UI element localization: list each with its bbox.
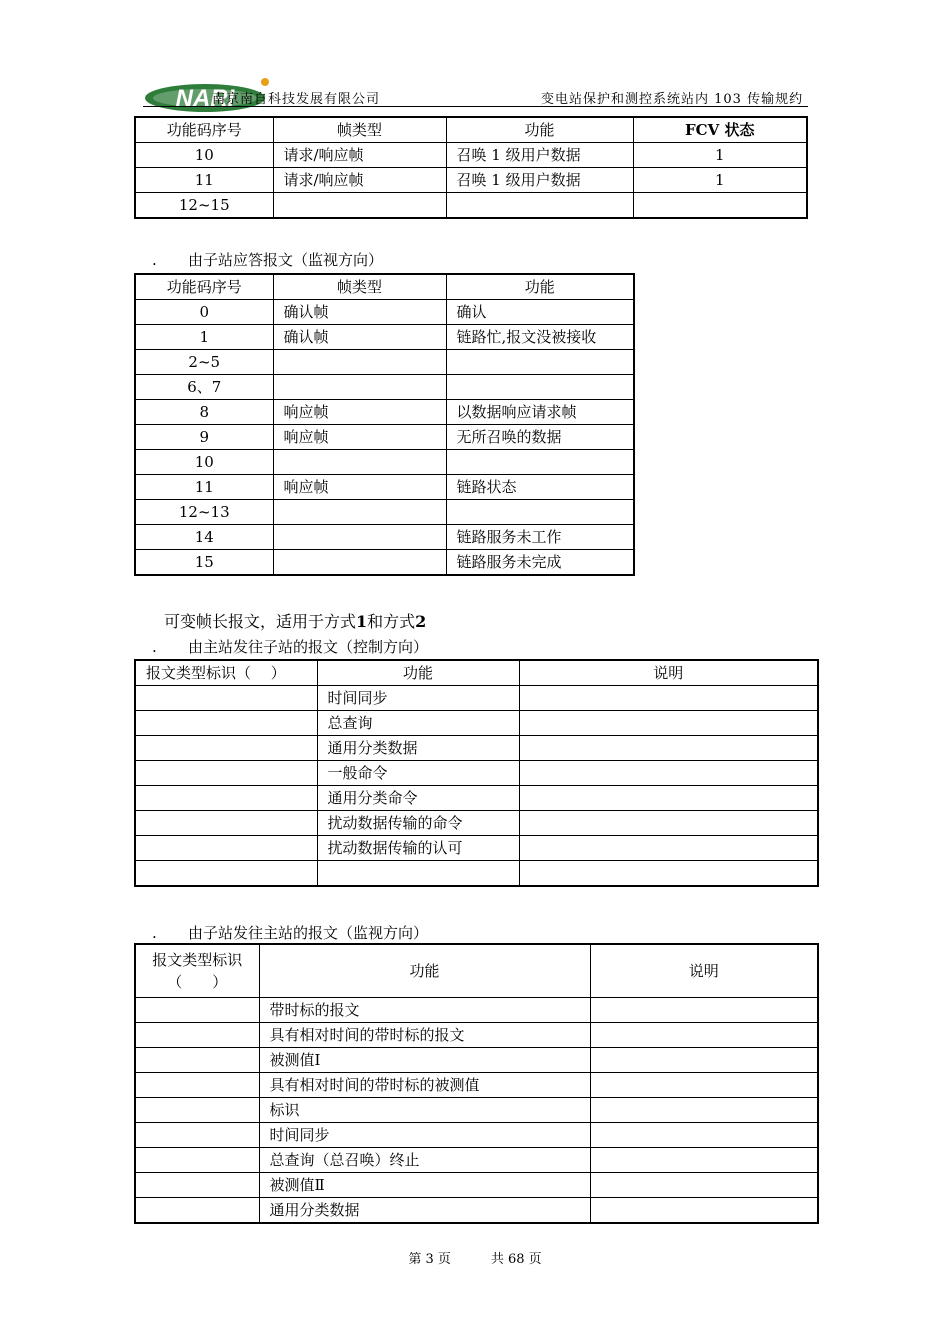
table-cell <box>446 500 634 525</box>
table-cell: 无所召唤的数据 <box>446 425 634 450</box>
table-cell <box>135 711 317 736</box>
table-cell <box>633 193 807 219</box>
table-cell: 召唤 1 级用户数据 <box>446 143 633 168</box>
table-cell: 一般命令 <box>317 761 519 786</box>
table-row <box>135 350 634 375</box>
table-cell <box>135 761 317 786</box>
table-cell <box>519 761 818 786</box>
table-cell <box>273 450 446 475</box>
table-cell: 12~15 <box>135 193 273 219</box>
table-cell: 扰动数据传输的命令 <box>317 811 519 836</box>
table-cell <box>135 1148 259 1173</box>
document-title: 变电站保护和测控系统站内 103 传输规约 <box>541 92 804 107</box>
table-row <box>135 168 807 193</box>
section-caption <box>152 249 383 270</box>
table-header-row <box>135 274 634 300</box>
table-cell: 召唤 1 级用户数据 <box>446 168 633 193</box>
table-row <box>135 500 634 525</box>
table-row <box>135 998 818 1023</box>
table-cell: 8 <box>135 400 273 425</box>
header-cell: 功能码序号 <box>135 274 273 300</box>
table-cell: 15 <box>135 550 273 576</box>
table-cell <box>590 1173 818 1198</box>
header-cell: 功能 <box>446 274 634 300</box>
table-cell <box>135 1123 259 1148</box>
table-cell <box>519 861 818 887</box>
table-cell <box>590 1148 818 1173</box>
table-cell: 具有相对时间的带时标的被测值 <box>259 1073 590 1098</box>
header-cell: 帧类型 <box>273 274 446 300</box>
table-cell: 1 <box>633 143 807 168</box>
table-cell: 10 <box>135 143 273 168</box>
caption-text: 由主站发往子站的报文（控制方向） <box>188 638 429 656</box>
header-rule <box>143 106 808 107</box>
table-row <box>135 450 634 475</box>
table-cell <box>135 1023 259 1048</box>
table-cell <box>519 811 818 836</box>
header-cell: 报文类型标识（ ） <box>135 660 317 686</box>
header-cell-line: （ ） <box>167 973 228 991</box>
table-cell: 通用分类数据 <box>259 1198 590 1224</box>
table-cell <box>135 786 317 811</box>
table-row <box>135 711 818 736</box>
table-row <box>135 736 818 761</box>
table-cell <box>590 1023 818 1048</box>
table-cell <box>273 350 446 375</box>
table-cell: 被测值Ⅱ <box>259 1173 590 1198</box>
table-cell <box>519 736 818 761</box>
caption-bullet: . <box>152 638 157 656</box>
table-header-row <box>135 944 818 998</box>
table-cell <box>519 836 818 861</box>
section-title-number: 2 <box>415 612 427 631</box>
table-row <box>135 761 818 786</box>
table-cell: 时间同步 <box>317 686 519 711</box>
table-cell <box>135 686 317 711</box>
table-cell: 14 <box>135 525 273 550</box>
table-cell <box>590 1048 818 1073</box>
table-cell: 具有相对时间的带时标的报文 <box>259 1023 590 1048</box>
table-cell: 以数据响应请求帧 <box>446 400 634 425</box>
table-cell <box>135 736 317 761</box>
table-row <box>135 400 634 425</box>
page-total: 共 68 页 <box>490 1252 542 1267</box>
logo-text: NARI <box>175 85 235 112</box>
table-cell <box>519 711 818 736</box>
table-cell: 11 <box>135 168 273 193</box>
table-cell <box>590 1198 818 1224</box>
caption-text: 由子站发往主站的报文（监视方向） <box>188 924 429 942</box>
table-cell <box>135 1198 259 1224</box>
header-cell: 功能 <box>446 117 633 143</box>
page-footer <box>0 1248 950 1267</box>
table-row <box>135 811 818 836</box>
table-cell <box>590 1123 818 1148</box>
table-cell: 确认帧 <box>273 300 446 325</box>
table-cell: 通用分类数据 <box>317 736 519 761</box>
table-row <box>135 1123 818 1148</box>
table-cell: 带时标的报文 <box>259 998 590 1023</box>
table-row <box>135 786 818 811</box>
header-cell <box>135 944 259 998</box>
table-cell <box>273 375 446 400</box>
table-cell: 10 <box>135 450 273 475</box>
asdu-table-monitor <box>134 943 819 1224</box>
table-cell <box>446 450 634 475</box>
table-cell <box>135 836 317 861</box>
caption-bullet: . <box>152 924 157 942</box>
function-code-table-monitor <box>134 273 635 576</box>
table-cell: 链路服务未完成 <box>446 550 634 576</box>
section-title <box>164 609 426 632</box>
table-row <box>135 475 634 500</box>
table-row <box>135 1098 818 1123</box>
table-cell: 链路状态 <box>446 475 634 500</box>
section-title-number: 1 <box>356 612 368 631</box>
table-cell: 总查询（总召唤）终止 <box>259 1148 590 1173</box>
table-cell <box>135 1098 259 1123</box>
table-cell: 9 <box>135 425 273 450</box>
table-row <box>135 143 807 168</box>
table-row <box>135 1148 818 1173</box>
table-cell: 确认帧 <box>273 325 446 350</box>
table-cell <box>590 998 818 1023</box>
table-row <box>135 1023 818 1048</box>
table-row <box>135 1048 818 1073</box>
table-cell <box>519 686 818 711</box>
function-code-table-control <box>134 116 808 219</box>
table-cell <box>135 1073 259 1098</box>
section-title-text: 和方式 <box>367 612 416 631</box>
company-name: 南京南自科技发展有限公司 <box>212 92 381 107</box>
table-cell <box>135 1048 259 1073</box>
table-cell: 响应帧 <box>273 425 446 450</box>
table-cell <box>273 550 446 576</box>
section-caption <box>152 922 428 943</box>
header-cell: 功能 <box>317 660 519 686</box>
table-cell <box>446 350 634 375</box>
section-title-text: 可变帧长报文，适用于方式 <box>164 612 357 631</box>
header-cell: FCV 状态 <box>633 117 807 143</box>
table-cell: 请求/响应帧 <box>273 143 446 168</box>
table-cell: 链路忙,报文没被接收 <box>446 325 634 350</box>
table-cell: 标识 <box>259 1098 590 1123</box>
table-cell <box>135 811 317 836</box>
header-cell-line: 报文类型标识 <box>152 951 243 969</box>
caption-text: 由子站应答报文（监视方向） <box>188 251 384 269</box>
table-cell: 扰动数据传输的认可 <box>317 836 519 861</box>
table-cell <box>273 500 446 525</box>
table-cell <box>273 525 446 550</box>
table-row <box>135 861 818 887</box>
table-cell <box>446 375 634 400</box>
table-row <box>135 1198 818 1224</box>
header-cell: 帧类型 <box>273 117 446 143</box>
section-caption <box>152 636 428 657</box>
table-header-row <box>135 117 807 143</box>
table-header-row <box>135 660 818 686</box>
header-cell: 说明 <box>590 944 818 998</box>
table-row <box>135 686 818 711</box>
table-row <box>135 836 818 861</box>
table-cell <box>135 861 317 887</box>
table-cell <box>135 1173 259 1198</box>
table-row <box>135 1173 818 1198</box>
header-cell: 说明 <box>519 660 818 686</box>
table-cell: 请求/响应帧 <box>273 168 446 193</box>
table-row <box>135 1073 818 1098</box>
caption-bullet: . <box>152 251 157 269</box>
table-cell <box>590 1098 818 1123</box>
table-cell <box>273 193 446 219</box>
page-number: 第 3 页 <box>408 1252 451 1267</box>
table-row <box>135 375 634 400</box>
table-cell: 2~5 <box>135 350 273 375</box>
table-row <box>135 525 634 550</box>
table-cell: 6、7 <box>135 375 273 400</box>
table-cell: 时间同步 <box>259 1123 590 1148</box>
table-cell: 总查询 <box>317 711 519 736</box>
table-cell: 响应帧 <box>273 475 446 500</box>
table-cell: 0 <box>135 300 273 325</box>
table-cell: 确认 <box>446 300 634 325</box>
table-cell: 响应帧 <box>273 400 446 425</box>
table-row <box>135 300 634 325</box>
table-row <box>135 550 634 576</box>
table-cell: 被测值Ⅰ <box>259 1048 590 1073</box>
table-cell <box>317 861 519 887</box>
table-cell: 通用分类命令 <box>317 786 519 811</box>
table-row <box>135 193 807 219</box>
table-cell: 11 <box>135 475 273 500</box>
table-row <box>135 325 634 350</box>
header-cell: 功能码序号 <box>135 117 273 143</box>
table-cell: 链路服务未工作 <box>446 525 634 550</box>
header-cell: 功能 <box>259 944 590 998</box>
table-cell: 1 <box>633 168 807 193</box>
table-cell <box>446 193 633 219</box>
table-cell: 12~13 <box>135 500 273 525</box>
table-cell <box>135 998 259 1023</box>
table-row <box>135 425 634 450</box>
table-cell: 1 <box>135 325 273 350</box>
table-cell <box>519 786 818 811</box>
table-cell <box>590 1073 818 1098</box>
asdu-table-control <box>134 659 819 887</box>
